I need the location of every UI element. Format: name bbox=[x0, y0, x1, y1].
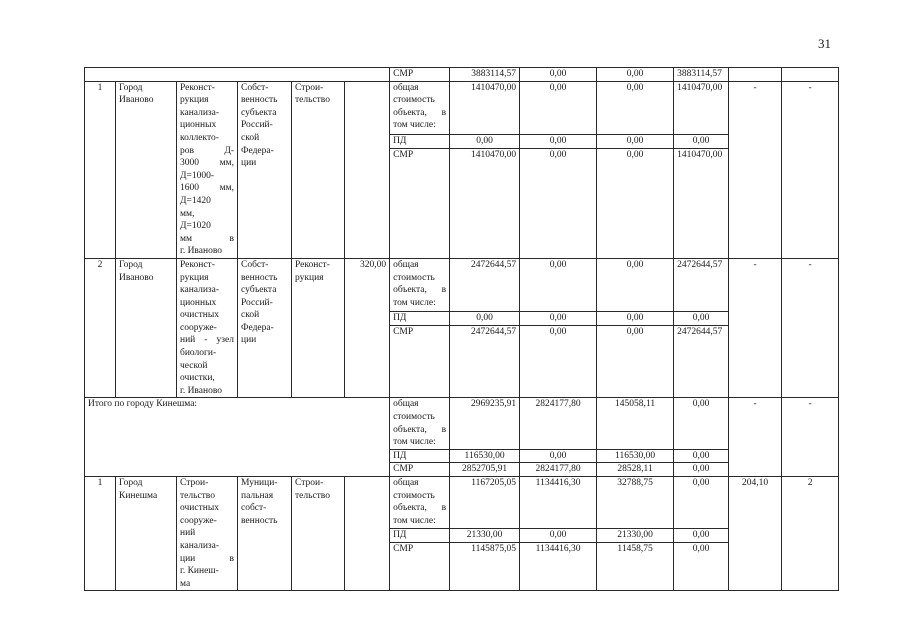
ownership-cell: Собст- венность субъекта Россий- ской Федера- ции bbox=[238, 258, 292, 398]
row-number: 1 bbox=[85, 477, 116, 591]
value-cell: 0,00 bbox=[674, 449, 729, 463]
table-row bbox=[85, 258, 839, 311]
value-cell: 1410470,00 bbox=[674, 81, 729, 134]
total-label-cell: общая стоимость объекта, в том числе: bbox=[390, 477, 450, 529]
page-number: 31 bbox=[818, 36, 831, 51]
work-type-cell: Строи- тельство bbox=[292, 477, 345, 591]
extra-cell-a: - bbox=[729, 81, 782, 258]
row-number: 1 bbox=[85, 81, 116, 258]
row-number: 2 bbox=[85, 258, 116, 398]
value-cell: 0,00 bbox=[520, 81, 597, 134]
value-cell: 0,00 bbox=[597, 326, 674, 398]
value-cell: 2824177,80 bbox=[520, 398, 597, 449]
value-cell: 2824177,80 bbox=[520, 463, 597, 477]
cost-type-cell: СМР bbox=[390, 148, 450, 258]
value-cell: 0,00 bbox=[674, 477, 729, 529]
value-cell: 0,00 bbox=[597, 81, 674, 134]
value-cell: 0,00 bbox=[597, 134, 674, 148]
table-row bbox=[85, 68, 839, 82]
extra-cell-a: - bbox=[729, 258, 782, 398]
object-name-cell: Реконст- рукция канализа- ционных коллекто- ров Д- 3000 мм, Д=1000- 1600 мм, Д=1420 мм, Д=1020 мм в г. Иваново bbox=[177, 81, 238, 258]
total-label-cell: общая стоимость объекта, в том числе: bbox=[390, 81, 450, 134]
value-cell: 0,00 bbox=[450, 134, 520, 148]
value-cell: 21330,00 bbox=[597, 529, 674, 543]
value-cell: 2969235,91 bbox=[450, 398, 520, 449]
extra-cell-a: - bbox=[729, 398, 782, 477]
work-type-cell: Реконст- рукция bbox=[292, 258, 345, 398]
ownership-cell: Муници- пальная собст- венность bbox=[238, 477, 292, 591]
city-cell: Город Иваново bbox=[116, 81, 177, 258]
capacity-cell bbox=[345, 81, 390, 258]
ownership-cell: Собст- венность субъекта Россий- ской Федера- ции bbox=[238, 81, 292, 258]
cost-type-cell: СМР bbox=[390, 326, 450, 398]
cost-type-cell: ПД bbox=[390, 312, 450, 326]
value-cell: 0,00 bbox=[520, 68, 597, 82]
value-cell: 21330,00 bbox=[450, 529, 520, 543]
extra-cell-b: - bbox=[782, 398, 839, 477]
capacity-cell: 320,00 bbox=[345, 258, 390, 398]
value-cell: 0,00 bbox=[520, 258, 597, 311]
value-cell: 2472644,57 bbox=[674, 326, 729, 398]
value-cell: 0,00 bbox=[520, 529, 597, 543]
value-cell: 1145875,05 bbox=[450, 543, 520, 591]
value-cell: 0,00 bbox=[597, 312, 674, 326]
value-cell: 116530,00 bbox=[597, 449, 674, 463]
table-row bbox=[85, 477, 839, 529]
table-row bbox=[85, 398, 839, 449]
value-cell: 116530,00 bbox=[450, 449, 520, 463]
value-cell: 0,00 bbox=[674, 463, 729, 477]
value-cell: 3883114,57 bbox=[674, 68, 729, 82]
subtotal-label: Итого по городу Кинешма: bbox=[85, 398, 390, 477]
value-cell: 0,00 bbox=[597, 148, 674, 258]
value-cell: 1410470,00 bbox=[674, 148, 729, 258]
value-cell: 11458,75 bbox=[597, 543, 674, 591]
extra-cell-b: 2 bbox=[782, 477, 839, 591]
value-cell: 2472644,57 bbox=[674, 258, 729, 311]
object-name-cell: Строи- тельство очистных сооруже- ний канализа- ции в г. Кинеш- ма bbox=[177, 477, 238, 591]
value-cell: 0,00 bbox=[520, 134, 597, 148]
value-cell: 28528,11 bbox=[597, 463, 674, 477]
work-type-cell: Строи- тельство bbox=[292, 81, 345, 258]
value-cell: 145058,11 bbox=[597, 398, 674, 449]
value-cell: 0,00 bbox=[674, 134, 729, 148]
value-cell: 1134416,30 bbox=[520, 543, 597, 591]
value-cell: 32788,75 bbox=[597, 477, 674, 529]
value-cell: 0,00 bbox=[520, 449, 597, 463]
cost-type-cell: СМР bbox=[390, 543, 450, 591]
value-cell: 0,00 bbox=[520, 326, 597, 398]
investment-table bbox=[84, 67, 839, 591]
value-cell: 0,00 bbox=[597, 68, 674, 82]
extra-cell-a: 204,10 bbox=[729, 477, 782, 591]
extra-cell-b: - bbox=[782, 258, 839, 398]
cost-type-cell: ПД bbox=[390, 134, 450, 148]
value-cell: 0,00 bbox=[520, 312, 597, 326]
value-cell: 2472644,57 bbox=[450, 326, 520, 398]
object-name-cell: Реконст- рукция канализа- ционных очистных сооруже- ний - узел биологи- ческой очистки, г. Иваново bbox=[177, 258, 238, 398]
value-cell: 0,00 bbox=[597, 258, 674, 311]
value-cell: 0,00 bbox=[674, 398, 729, 449]
value-cell: 0,00 bbox=[674, 312, 729, 326]
extra-cell-b: - bbox=[782, 81, 839, 258]
value-cell: 1134416,30 bbox=[520, 477, 597, 529]
value-cell: 1167205,05 bbox=[450, 477, 520, 529]
value-cell: 0,00 bbox=[674, 529, 729, 543]
value-cell: 0,00 bbox=[674, 543, 729, 591]
table-row bbox=[85, 81, 839, 134]
value-cell: 0,00 bbox=[450, 312, 520, 326]
value-cell: 3883114,57 bbox=[450, 68, 520, 82]
value-cell: 2472644,57 bbox=[450, 258, 520, 311]
city-cell: Город Кинешма bbox=[116, 477, 177, 591]
value-cell: 1410470,00 bbox=[450, 81, 520, 134]
value-cell: 0,00 bbox=[520, 148, 597, 258]
city-cell: Город Иваново bbox=[116, 258, 177, 398]
value-cell: 2852705,91 bbox=[450, 463, 520, 477]
total-label-cell: общая стоимость объекта, в том числе: bbox=[390, 258, 450, 311]
total-label-cell: общая стоимость объекта, в том числе: bbox=[390, 398, 450, 449]
cost-type-cell: ПД bbox=[390, 529, 450, 543]
cost-type-cell: СМР bbox=[390, 463, 450, 477]
value-cell: 1410470,00 bbox=[450, 148, 520, 258]
cost-type-cell: ПД bbox=[390, 449, 450, 463]
capacity-cell bbox=[345, 477, 390, 591]
cost-type-cell: СМР bbox=[390, 68, 450, 82]
